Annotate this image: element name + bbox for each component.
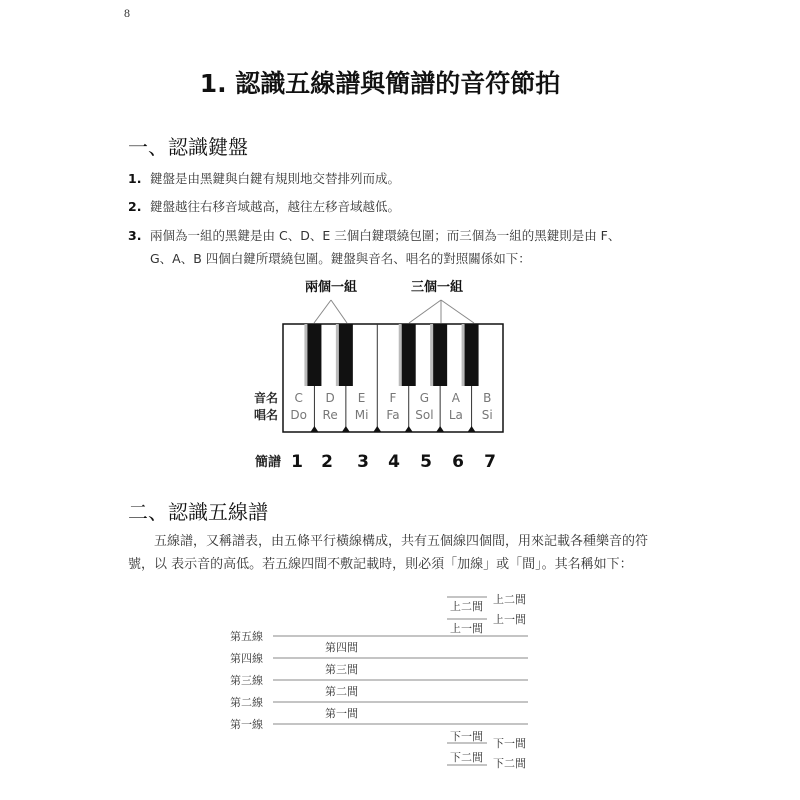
ledger-line-label: 下一間 bbox=[493, 737, 526, 750]
page-number: 8 bbox=[124, 6, 130, 20]
ledger-line-label: 上一間 bbox=[493, 613, 526, 626]
note-name: C bbox=[294, 391, 303, 405]
section-heading-staff: 二、認識五線譜 bbox=[128, 500, 268, 524]
staff-space-label: 第三間 bbox=[325, 663, 358, 676]
solfege-name: Do bbox=[290, 408, 308, 422]
list-text: 鍵盤越往右移音域越高，越往左移音域越低。 bbox=[150, 199, 401, 214]
list-number: 3. bbox=[128, 228, 142, 243]
solfege-name: Re bbox=[322, 408, 338, 422]
staff-line-label: 第三線 bbox=[230, 674, 263, 687]
numbered-note: 7 bbox=[484, 452, 496, 472]
staff-paragraph: 五線譜，又稱譜表，由五條平行橫線構成，共有五個線四個間，用來記載各種樂音的符號，以 表示音的高低。若五線四間不敷記載時，則必須「加線」或「間」。其名稱如下： bbox=[128, 534, 649, 572]
list-number: 1. bbox=[128, 171, 142, 186]
solfege-name: Mi bbox=[354, 408, 369, 422]
numbered-note: 3 bbox=[357, 452, 369, 472]
numbered-note: 6 bbox=[452, 452, 464, 472]
ledger-space-label: 下二間 bbox=[450, 751, 483, 764]
solfege-label: 唱名 bbox=[253, 408, 279, 422]
note-name-label: 音名 bbox=[253, 391, 279, 405]
numbered-note: 2 bbox=[321, 452, 333, 472]
note-name: E bbox=[357, 391, 366, 405]
ledger-line-label: 下二間 bbox=[493, 757, 526, 770]
note-name: B bbox=[483, 391, 492, 405]
ledger-space-label: 上一間 bbox=[450, 622, 483, 635]
numbered-note: 5 bbox=[420, 452, 432, 472]
ledger-space-label: 上二間 bbox=[450, 600, 483, 613]
note-name: D bbox=[325, 391, 335, 405]
list-item-continuation: G、A、B 四個白鍵所環繞包圍。鍵盤與音名、唱名的對照關係如下： bbox=[150, 251, 531, 266]
staff-line-label: 第一線 bbox=[230, 718, 263, 731]
staff-line-label: 第四線 bbox=[230, 652, 263, 665]
solfege-name: Si bbox=[481, 408, 493, 422]
list-text: 鍵盤是由黑鍵與白鍵有規則地交替排列而成。 bbox=[150, 171, 401, 186]
ledger-space-label: 下一間 bbox=[450, 730, 483, 743]
group-two-label: 兩個一組 bbox=[304, 280, 358, 295]
staff-line-label: 第二線 bbox=[230, 696, 263, 709]
numbered-note: 4 bbox=[388, 452, 400, 472]
section-heading-keyboard: 一、認識鍵盤 bbox=[128, 135, 248, 159]
numbered-notation-label: 簡譜 bbox=[254, 455, 282, 470]
ledger-line-label: 上二間 bbox=[493, 593, 526, 606]
note-name: G bbox=[419, 391, 430, 405]
list-number: 2. bbox=[128, 199, 142, 214]
list-text: 兩個為一組的黑鍵是由 C、D、E 三個白鍵環繞包圍；而三個為一組的黑鍵則是由 F、 bbox=[150, 228, 621, 243]
solfege-name: Fa bbox=[386, 408, 400, 422]
note-name: A bbox=[451, 391, 460, 405]
solfege-name: La bbox=[448, 408, 463, 422]
staff-line-label: 第五線 bbox=[230, 630, 263, 643]
note-name: F bbox=[389, 391, 397, 405]
solfege-name: Sol bbox=[415, 408, 434, 422]
numbered-note: 1 bbox=[291, 452, 303, 472]
staff-space-label: 第四間 bbox=[325, 641, 358, 654]
staff-space-label: 第一間 bbox=[325, 707, 358, 720]
staff-space-label: 第二間 bbox=[325, 685, 358, 698]
group-three-label: 三個一組 bbox=[410, 280, 464, 295]
page-title: 1. 認識五線譜與簡譜的音符節拍 bbox=[199, 69, 561, 98]
